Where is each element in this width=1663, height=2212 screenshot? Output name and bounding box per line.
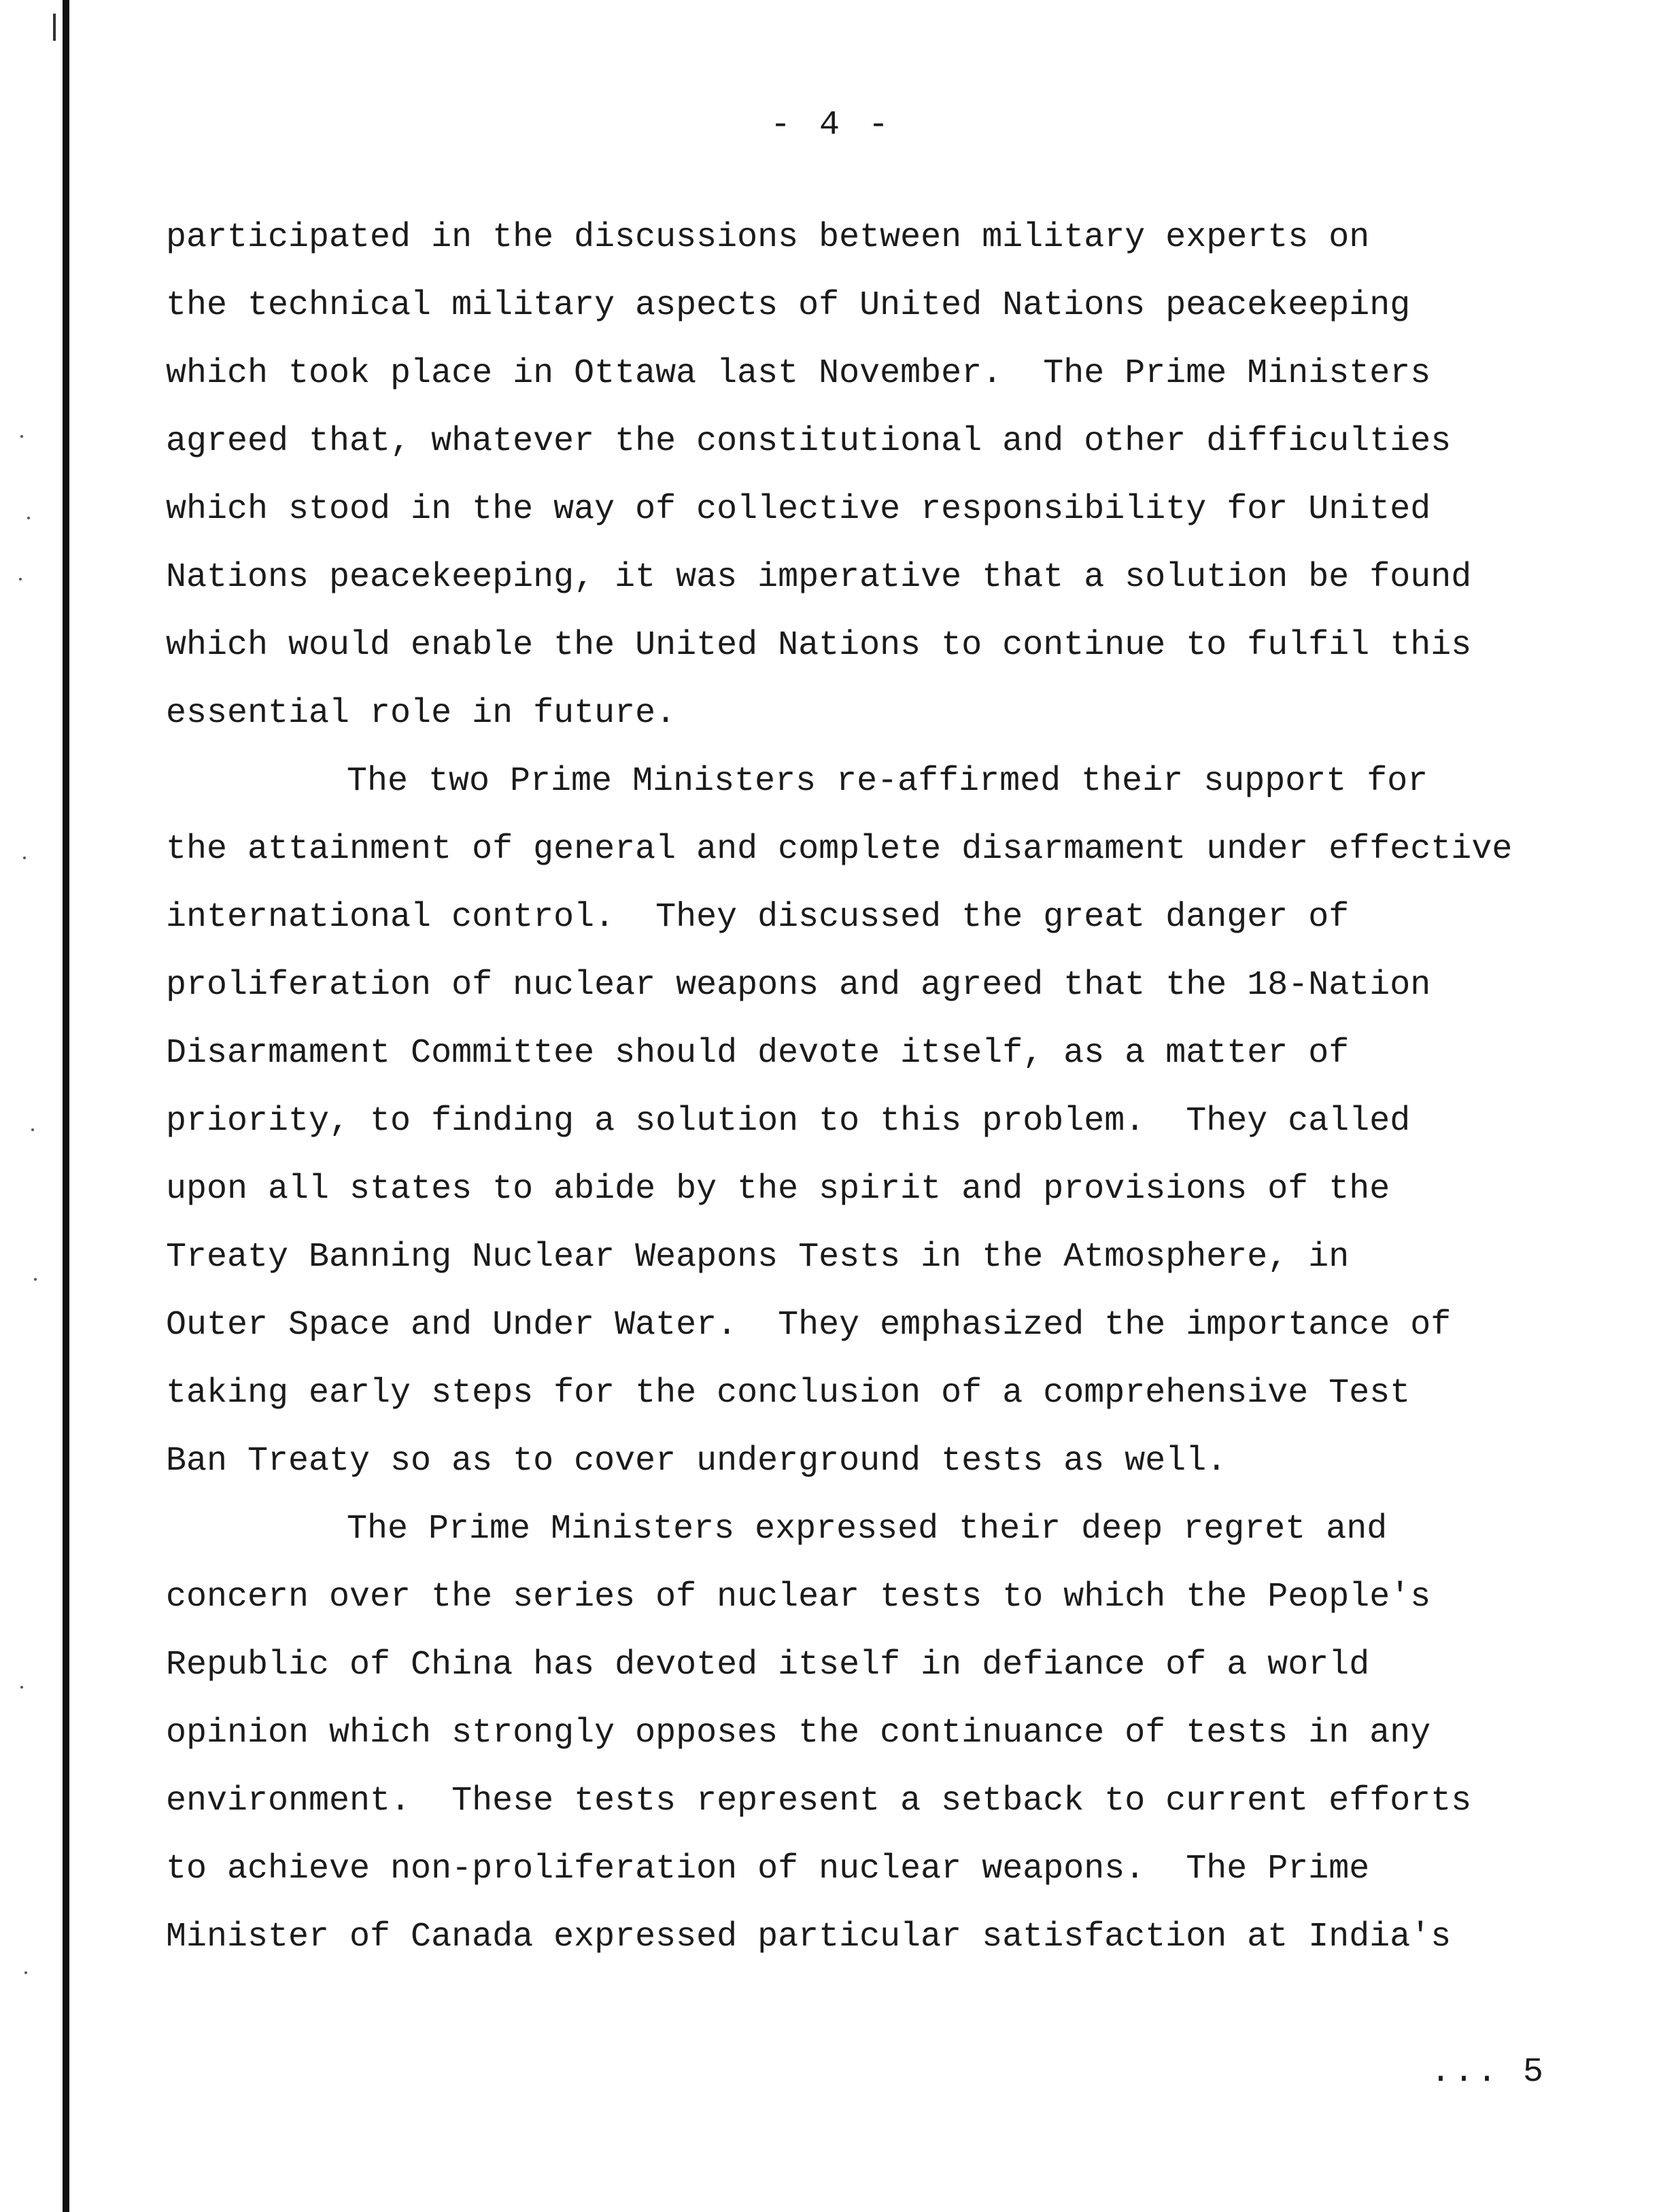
text-line: Treaty Banning Nuclear Weapons Tests in the Atmosphere, in <box>166 1238 1350 1277</box>
text-line: to achieve non-proliferation of nuclear weapons. The Prime <box>166 1850 1370 1888</box>
text-line: concern over the series of nuclear tests to which the People's <box>166 1578 1431 1617</box>
scan-speck <box>27 517 30 519</box>
text-line: which stood in the way of collective responsibility for United <box>166 490 1431 529</box>
text-line: upon all states to abide by the spirit and provisions of the <box>166 1170 1390 1209</box>
text-line: Disarmament Committee should devote itself, as a matter of <box>166 1034 1350 1073</box>
text-line: agreed that, whatever the constitutional and other difficulties <box>166 422 1452 461</box>
text-line: international control. They discussed the great danger of <box>166 898 1350 937</box>
scan-speck <box>20 1686 23 1689</box>
scan-speck <box>23 857 26 859</box>
text-line: which took place in Ottawa last November. The Prime Ministers <box>166 354 1431 393</box>
text-line: taking early steps for the conclusion of a comprehensive Test <box>166 1374 1411 1413</box>
scan-speck <box>19 578 22 581</box>
binding-mark <box>53 14 56 41</box>
paragraph-first-line: The Prime Ministers expressed their deep regret and <box>347 1510 1388 1549</box>
text-line: the attainment of general and complete disarmament under effective <box>166 830 1513 869</box>
text-line: environment. These tests represent a setback to current efforts <box>166 1782 1472 1820</box>
scan-speck <box>20 435 23 438</box>
text-line: priority, to finding a solution to this problem. They called <box>166 1102 1411 1141</box>
continuation-marker: ... 5 <box>1430 2053 1546 2092</box>
text-line: Republic of China has devoted itself in defiance of a world <box>166 1646 1370 1684</box>
text-line: opinion which strongly opposes the continuance of tests in any <box>166 1714 1431 1752</box>
text-line: Outer Space and Under Water. They emphasized the importance of <box>166 1306 1452 1345</box>
text-line: essential role in future. <box>166 694 676 733</box>
binding-edge <box>63 0 69 2212</box>
document-body <box>166 204 1546 1971</box>
text-line: the technical military aspects of United Nations peacekeeping <box>166 286 1411 325</box>
page-number: - 4 - <box>770 106 893 145</box>
scan-speck <box>34 1278 37 1281</box>
text-line: Nations peacekeeping, it was imperative that a solution be found <box>166 558 1472 597</box>
text-line: which would enable the United Nations to continue to fulfil this <box>166 626 1472 665</box>
text-line: participated in the discussions between military experts on <box>166 218 1370 257</box>
paragraph-first-line: The two Prime Ministers re-affirmed their support for <box>347 762 1428 801</box>
text-line: proliferation of nuclear weapons and agreed that the 18-Nation <box>166 966 1431 1005</box>
text-line: Minister of Canada expressed particular satisfaction at India's <box>166 1918 1452 1956</box>
text-line: Ban Treaty so as to cover underground tests as well. <box>166 1442 1227 1481</box>
scan-speck <box>31 1128 34 1131</box>
scan-speck <box>24 1971 27 1974</box>
